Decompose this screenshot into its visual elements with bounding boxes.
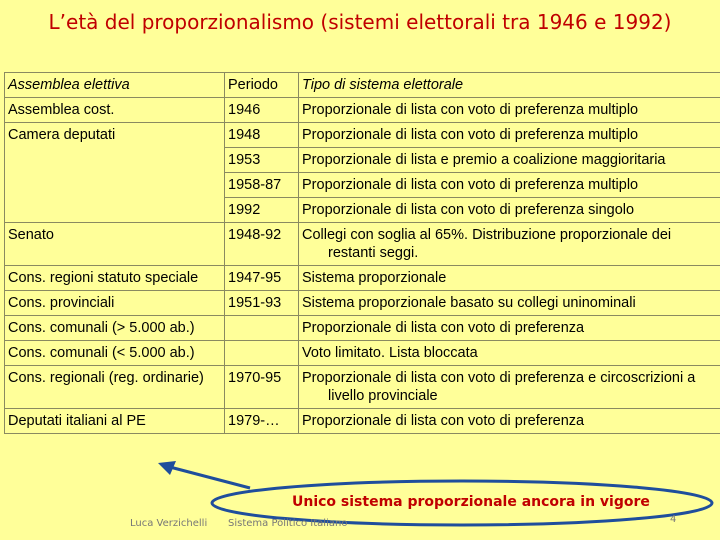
footer-author: Luca Verzichelli [130,518,208,529]
cell-period: 1958-87 [225,173,299,198]
cell-assembly: Assemblea cost. [5,98,225,123]
cell-period: 1970-95 [225,366,299,409]
cell-assembly: Cons. provinciali [5,291,225,316]
cell-period: 1946 [225,98,299,123]
highlight-note: Unico sistema proporzionale ancora in vigore [292,494,650,510]
cell-assembly: Senato [5,223,225,266]
slide-title: L’età del proporzionalismo (sistemi elettorali tra 1946 e 1992) [48,10,672,34]
arrow-line [166,466,250,488]
cell-assembly: Deputati italiani al PE [5,409,225,434]
cell-system: Proporzionale di lista con voto di preferenza multiplo [299,98,720,123]
cell-assembly: Cons. comunali (> 5.000 ab.) [5,316,225,341]
cell-period: 1992 [225,198,299,223]
cell-period: 1948 [225,123,299,148]
header-system: Tipo di sistema elettorale [299,73,720,98]
footer-course: Sistema Politico Italiano [228,518,348,529]
cell-period: 1948-92 [225,223,299,266]
header-assembly: Assemblea elettiva [5,73,225,98]
cell-period: 1979-… [225,409,299,434]
footer-page-number: 4 [670,514,677,525]
cell-system: Proporzionale di lista con voto di preferenza [299,316,720,341]
cell-system: Proporzionale di lista con voto di preferenza e circoscrizioni a livello provinciale [302,370,696,404]
cell-system: Collegi con soglia al 65%. Distribuzione proporzionale dei restanti seggi. [302,227,672,261]
cell-system: Proporzionale di lista con voto di preferenza [299,409,720,434]
cell-assembly: Cons. regioni statuto speciale [8,270,199,286]
header-period: Periodo [225,73,299,98]
cell-period: 1951-93 [225,291,299,316]
cell-period: 1947-95 [225,266,299,291]
cell-system: Proporzionale di lista con voto di preferenza singolo [299,198,720,223]
cell-system: Sistema proporzionale [299,266,720,291]
cell-system: Voto limitato. Lista bloccata [299,341,720,366]
cell-system: Proporzionale di lista con voto di preferenza multiplo [299,123,720,148]
cell-assembly: Cons. regionali (reg. ordinarie) [5,366,225,409]
cell-assembly: Camera deputati [5,123,225,223]
cell-assembly: Cons. comunali (< 5.000 ab.) [5,341,225,366]
cell-period: 1953 [225,148,299,173]
cell-system: Proporzionale di lista con voto di preferenza multiplo [299,173,720,198]
cell-system: Proporzionale di lista e premio a coalizione maggioritaria [299,148,720,173]
cell-system: Sistema proporzionale basato su collegi uninominali [299,291,720,316]
